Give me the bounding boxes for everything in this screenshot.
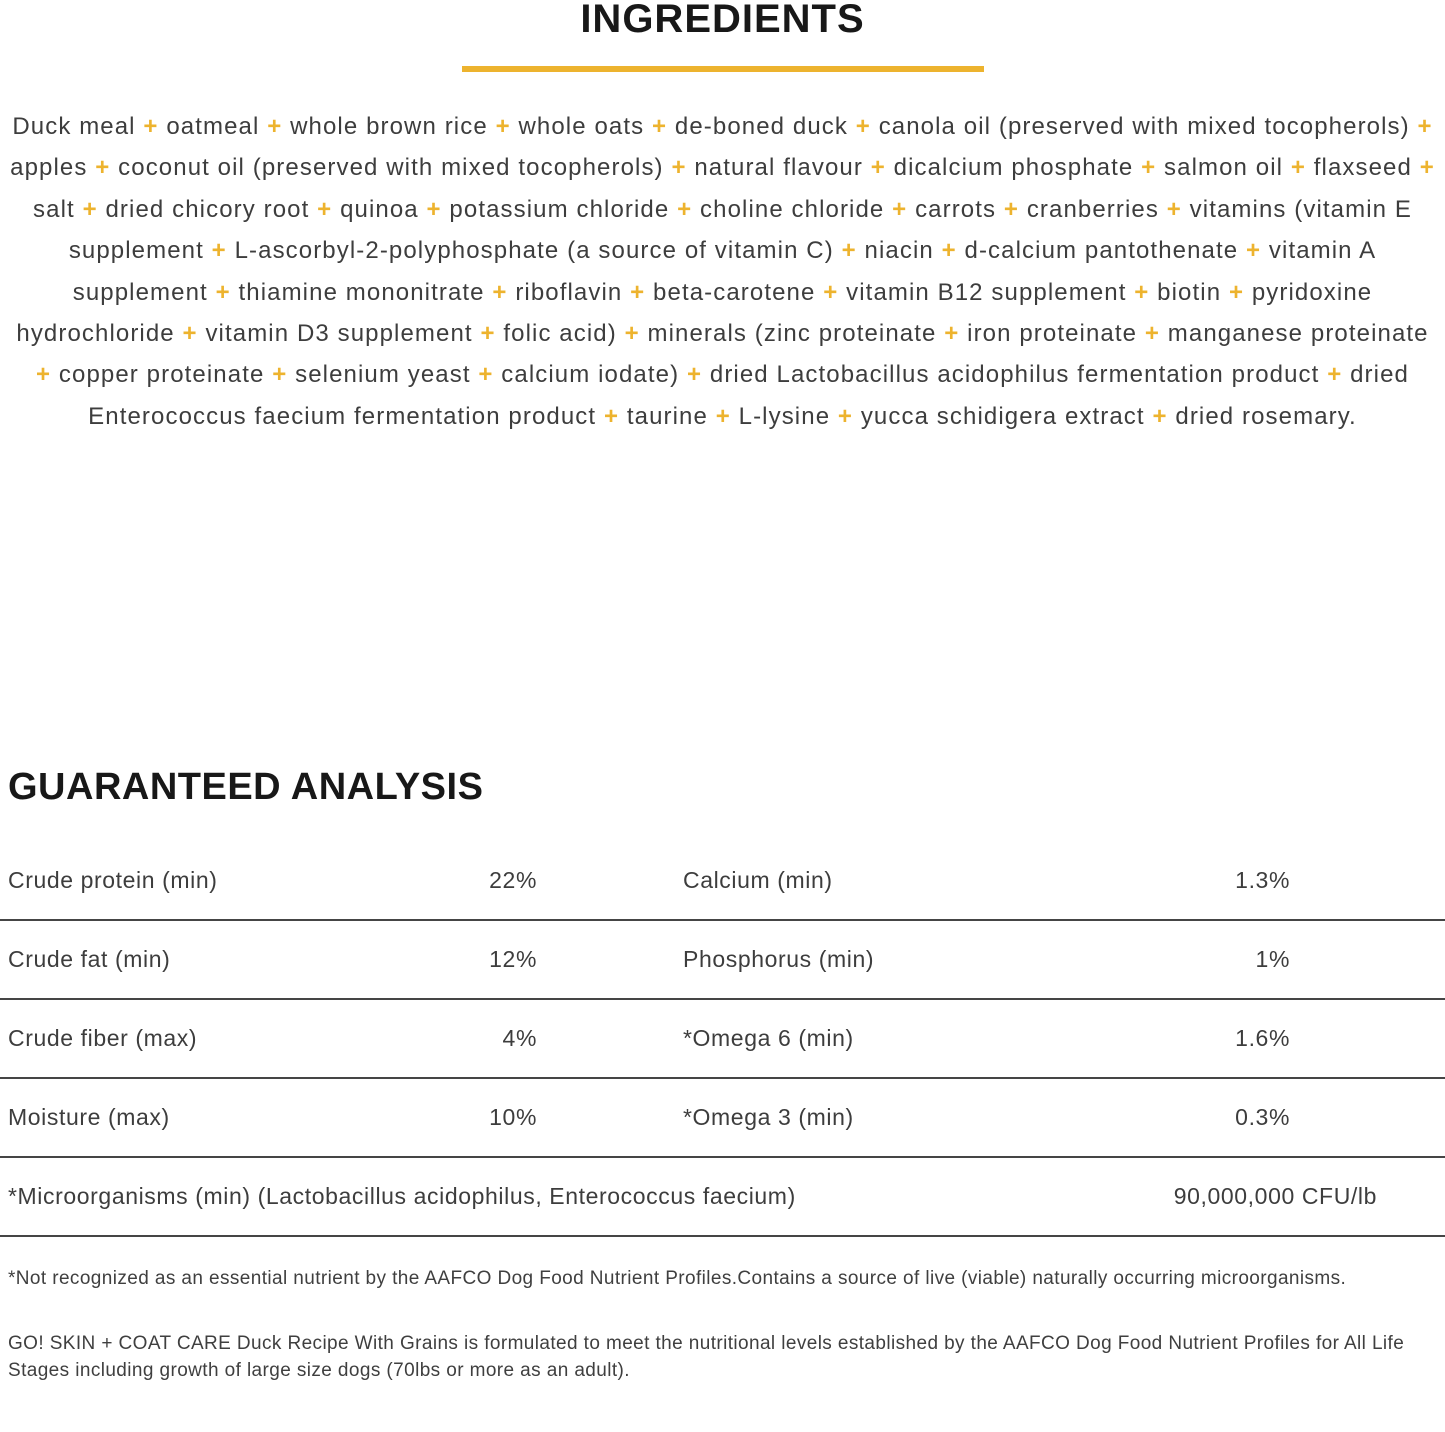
plus-separator: +: [143, 113, 159, 140]
plus-separator: +: [671, 154, 687, 182]
plus-separator: +: [941, 237, 957, 265]
analysis-value: 22%: [489, 867, 537, 894]
plus-separator: +: [841, 237, 857, 265]
plus-separator: +: [624, 320, 640, 348]
plus-separator: +: [82, 195, 98, 223]
plus-separator: +: [36, 361, 52, 389]
plus-separator: +: [1144, 320, 1160, 348]
analysis-pair: [683, 867, 1290, 894]
plus-separator: +: [715, 402, 731, 430]
analysis-label: *Omega 6 (min): [683, 1025, 854, 1052]
plus-separator: +: [95, 154, 111, 182]
plus-separator: +: [1327, 361, 1343, 389]
plus-separator: +: [480, 320, 496, 348]
ingredients-divider: [462, 66, 984, 72]
plus-separator: +: [1419, 154, 1435, 182]
analysis-label: *Omega 3 (min): [683, 1104, 854, 1131]
plus-separator: +: [317, 195, 333, 223]
analysis-value: 1.3%: [1235, 867, 1290, 894]
plus-separator: +: [686, 361, 703, 389]
footnote-aafco-note: *Not recognized as an essential nutrient by the AAFCO Dog Food Nutrient Profiles.Contains a source of live (viable) naturally occurring microorganisms.: [8, 1268, 1347, 1290]
analysis-pair: [683, 1025, 1290, 1052]
plus-separator: +: [677, 195, 693, 223]
plus-separator: +: [272, 361, 288, 389]
analysis-label: Crude protein (min): [8, 867, 218, 894]
plus-separator: +: [492, 278, 508, 306]
plus-separator: +: [211, 237, 227, 265]
analysis-row: [0, 1079, 1445, 1158]
plus-separator: +: [182, 320, 198, 348]
analysis-label: Phosphorus (min): [683, 946, 875, 973]
plus-separator: +: [478, 361, 494, 389]
analysis-value: 1.6%: [1235, 1025, 1290, 1052]
analysis-value: 10%: [489, 1104, 537, 1131]
footnote-formulation-note: GO! SKIN + COAT CARE Duck Recipe With Grains is formulated to meet the nutritional levels established by the AAFCO Dog Food Nutrient Profiles for All Life Stages including growth of large size dogs (70lbs or more as an adult).: [8, 1333, 1405, 1382]
plus-separator: +: [267, 113, 283, 140]
analysis-pair: [683, 946, 1290, 973]
analysis-label: Crude fat (min): [8, 946, 171, 973]
plus-separator: +: [1134, 278, 1150, 306]
plus-separator: +: [652, 113, 668, 140]
plus-separator: +: [426, 195, 442, 223]
ingredients-text: Duck meal + oatmeal + whole brown rice + whole oats + de-boned duck + canola oil (preserved with mixed tocopherols) + apples + coconut oil (preserved with mixed tocopherols) + natural flavour + dicalcium phosphate + salmon oil + flaxseed + salt + dried chicory root + quinoa + potassium chloride + choline chloride + carrots + cranberries + vitamins (vitamin E supplement + L-ascorbyl-2-polyphosphate (a source of vitamin C) + niacin + d-calcium pantothenate + vitamin A supplement + thiamine mononitrate + riboflavin + beta-carotene + vitamin B12 supplement + biotin + pyridoxine hydrochloride + vitamin D3 supplement + folic acid) + minerals (zinc proteinate + iron proteinate + manganese proteinate + copper proteinate + selenium yeast + calcium iodate) + dried Lactobacillus acidophilus fermentation product + dried Enterococcus faecium fermentation product + taurine + L-lysine + yucca schidigera extract + dried rosemary.: [10, 113, 1435, 430]
plus-separator: +: [855, 113, 871, 140]
plus-separator: +: [1417, 113, 1433, 140]
plus-separator: +: [823, 278, 839, 306]
plus-separator: +: [870, 154, 886, 182]
analysis-pair: [0, 946, 537, 973]
analysis-value: 90,000,000 CFU/lb: [1173, 1183, 1377, 1210]
analysis-label: *Microorganisms (min) (Lactobacillus acidophilus, Enterococcus faecium): [8, 1183, 796, 1210]
analysis-value: 1%: [1255, 946, 1290, 973]
analysis-label: Crude fiber (max): [8, 1025, 198, 1052]
guaranteed-analysis-title: GUARANTEED ANALYSIS: [8, 766, 484, 809]
analysis-label: Moisture (max): [8, 1104, 170, 1131]
plus-separator: +: [1003, 195, 1020, 223]
analysis-table: [0, 842, 1445, 1237]
analysis-row: [0, 1000, 1445, 1079]
analysis-row: [0, 921, 1445, 1000]
analysis-label: Calcium (min): [683, 867, 833, 894]
plus-separator: +: [1141, 154, 1157, 182]
analysis-pair: [0, 1025, 537, 1052]
plus-separator: +: [495, 113, 511, 140]
analysis-value: 0.3%: [1235, 1104, 1290, 1131]
plus-separator: +: [837, 402, 854, 430]
analysis-pair: [683, 1104, 1290, 1131]
analysis-pair: [0, 867, 537, 894]
plus-separator: +: [1290, 154, 1306, 182]
analysis-value: 12%: [489, 946, 537, 973]
plus-separator: +: [1228, 278, 1245, 306]
plus-separator: +: [944, 320, 960, 348]
plus-separator: +: [1166, 195, 1182, 223]
ingredients-title: INGREDIENTS: [580, 0, 865, 41]
plus-separator: +: [215, 278, 231, 306]
analysis-row: [0, 842, 1445, 921]
analysis-row-microorganisms: [0, 1158, 1445, 1237]
plus-separator: +: [892, 195, 908, 223]
plus-separator: +: [630, 278, 646, 306]
plus-separator: +: [1152, 402, 1168, 430]
analysis-value: 4%: [502, 1025, 537, 1052]
analysis-pair: [0, 1104, 537, 1131]
plus-separator: +: [603, 402, 620, 430]
plus-separator: +: [1246, 237, 1262, 265]
